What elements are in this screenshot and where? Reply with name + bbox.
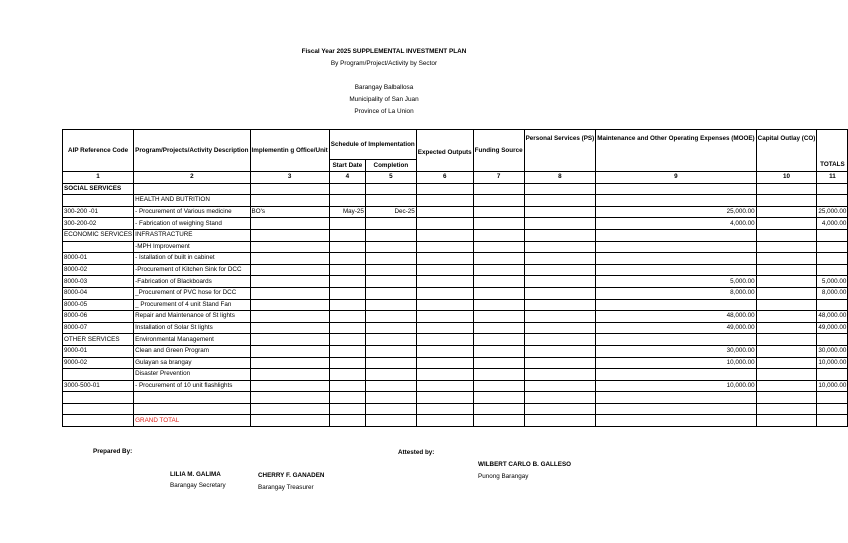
cell-office bbox=[250, 369, 329, 381]
table-row bbox=[63, 403, 848, 415]
cell-ps bbox=[524, 299, 596, 311]
cell-completion bbox=[365, 415, 416, 427]
col-number: 3 bbox=[250, 172, 329, 184]
cell-expected-outputs bbox=[416, 392, 473, 404]
cell-completion bbox=[365, 218, 416, 230]
cell-aip-code: 8000-04 bbox=[63, 287, 134, 299]
cell-co bbox=[756, 218, 817, 230]
cell-ps bbox=[524, 276, 596, 288]
cell-description: - Procurement of Various medicine bbox=[134, 206, 250, 218]
cell-ps bbox=[524, 287, 596, 299]
cell-expected-outputs bbox=[416, 415, 473, 427]
cell-total bbox=[817, 195, 848, 207]
cell-aip-code: 8000-06 bbox=[63, 311, 134, 323]
table-row bbox=[63, 253, 848, 265]
cell-aip-code: 8000-01 bbox=[63, 253, 134, 265]
col-number: 1 bbox=[63, 172, 134, 184]
cell-office bbox=[250, 241, 329, 253]
col-mooe: Maintenance and Other Operating Expenses (MOOE) bbox=[596, 130, 756, 172]
cell-funding-source bbox=[473, 369, 524, 381]
cell-total bbox=[817, 369, 848, 381]
cell-office bbox=[250, 276, 329, 288]
table-row bbox=[63, 195, 848, 207]
cell-description bbox=[134, 392, 250, 404]
cell-mooe bbox=[596, 369, 756, 381]
cell-completion bbox=[365, 322, 416, 334]
col-number: 2 bbox=[134, 172, 250, 184]
cell-start-date bbox=[329, 195, 365, 207]
cell-start-date bbox=[329, 241, 365, 253]
cell-description: -Fabrication of Blackboards bbox=[134, 276, 250, 288]
cell-completion bbox=[365, 229, 416, 241]
page-title: Fiscal Year 2025 SUPPLEMENTAL INVESTMENT PLAN bbox=[301, 48, 467, 55]
attested-by-label: Attested by: bbox=[398, 449, 435, 456]
cell-description: INFRASTRACTURE bbox=[134, 229, 250, 241]
cell-ps bbox=[524, 206, 596, 218]
cell-start-date bbox=[329, 311, 365, 323]
cell-start-date bbox=[329, 392, 365, 404]
cell-co bbox=[756, 392, 817, 404]
col-number: 7 bbox=[473, 172, 524, 184]
cell-office bbox=[250, 403, 329, 415]
investment-plan-table bbox=[62, 129, 848, 427]
cell-funding-source bbox=[473, 241, 524, 253]
table-row bbox=[63, 311, 848, 323]
col-expected-outputs: Expected Outputs bbox=[416, 130, 473, 172]
cell-description: GRAND TOTAL bbox=[134, 415, 250, 427]
cell-aip-code bbox=[63, 241, 134, 253]
cell-mooe bbox=[596, 264, 756, 276]
cell-total: 25,000.00 bbox=[817, 206, 848, 218]
cell-expected-outputs bbox=[416, 357, 473, 369]
table-row bbox=[63, 380, 848, 392]
cell-completion bbox=[365, 369, 416, 381]
cell-total bbox=[817, 241, 848, 253]
cell-aip-code: 8000-02 bbox=[63, 264, 134, 276]
cell-office bbox=[250, 264, 329, 276]
cell-mooe bbox=[596, 392, 756, 404]
cell-start-date bbox=[329, 276, 365, 288]
cell-start-date bbox=[329, 369, 365, 381]
cell-completion bbox=[365, 392, 416, 404]
cell-office bbox=[250, 380, 329, 392]
cell-funding-source bbox=[473, 299, 524, 311]
cell-description: Repair and Maintenance of St lights bbox=[134, 311, 250, 323]
cell-co bbox=[756, 369, 817, 381]
cell-funding-source bbox=[473, 229, 524, 241]
cell-completion bbox=[365, 276, 416, 288]
cell-funding-source bbox=[473, 334, 524, 346]
cell-mooe: 10,000.00 bbox=[596, 357, 756, 369]
cell-aip-code: 9000-01 bbox=[63, 345, 134, 357]
cell-completion bbox=[365, 241, 416, 253]
cell-description: Environmental Management bbox=[134, 334, 250, 346]
cell-mooe: 49,000.00 bbox=[596, 322, 756, 334]
cell-expected-outputs bbox=[416, 183, 473, 195]
col-totals: TOTALS bbox=[817, 130, 848, 172]
cell-total bbox=[817, 253, 848, 265]
cell-ps bbox=[524, 183, 596, 195]
cell-start-date bbox=[329, 253, 365, 265]
table-row bbox=[63, 369, 848, 381]
cell-total: 10,000.00 bbox=[817, 380, 848, 392]
table-row bbox=[63, 415, 848, 427]
col-schedule: Schedule of Implementation bbox=[329, 130, 416, 160]
cell-office bbox=[250, 322, 329, 334]
cell-start-date bbox=[329, 218, 365, 230]
cell-aip-code: 8000-07 bbox=[63, 322, 134, 334]
cell-completion bbox=[365, 183, 416, 195]
cell-aip-code: 3000-500-01 bbox=[63, 380, 134, 392]
cell-co bbox=[756, 357, 817, 369]
col-aip-reference: AIP Reference Code bbox=[63, 130, 134, 172]
cell-completion bbox=[365, 311, 416, 323]
cell-office bbox=[250, 229, 329, 241]
cell-office bbox=[250, 392, 329, 404]
cell-total: 5,000.00 bbox=[817, 276, 848, 288]
col-completion: Completion bbox=[365, 160, 416, 172]
cell-ps bbox=[524, 369, 596, 381]
cell-mooe bbox=[596, 241, 756, 253]
cell-co bbox=[756, 229, 817, 241]
cell-funding-source bbox=[473, 322, 524, 334]
cell-funding-source bbox=[473, 218, 524, 230]
col-capital-outlay: Capital Outlay (CO) bbox=[756, 130, 817, 172]
cell-expected-outputs bbox=[416, 218, 473, 230]
cell-mooe bbox=[596, 229, 756, 241]
cell-total bbox=[817, 264, 848, 276]
cell-description bbox=[134, 183, 250, 195]
barangay-name: Barangay Balballosa bbox=[354, 84, 414, 91]
cell-completion bbox=[365, 334, 416, 346]
cell-start-date: May-25 bbox=[329, 206, 365, 218]
table-row bbox=[63, 345, 848, 357]
cell-mooe: 48,000.00 bbox=[596, 311, 756, 323]
cell-aip-code: 8000-05 bbox=[63, 299, 134, 311]
cell-total: 48,000.00 bbox=[817, 311, 848, 323]
cell-funding-source bbox=[473, 403, 524, 415]
cell-funding-source bbox=[473, 276, 524, 288]
cell-office bbox=[250, 415, 329, 427]
cell-ps bbox=[524, 218, 596, 230]
cell-office bbox=[250, 311, 329, 323]
cell-mooe bbox=[596, 299, 756, 311]
cell-total bbox=[817, 334, 848, 346]
cell-total bbox=[817, 403, 848, 415]
cell-expected-outputs bbox=[416, 334, 473, 346]
column-number-row bbox=[63, 172, 848, 184]
cell-mooe bbox=[596, 334, 756, 346]
cell-ps bbox=[524, 253, 596, 265]
cell-start-date bbox=[329, 380, 365, 392]
cell-mooe bbox=[596, 195, 756, 207]
cell-completion bbox=[365, 299, 416, 311]
cell-total bbox=[817, 183, 848, 195]
cell-description bbox=[134, 403, 250, 415]
cell-description: - Fabrication of weighing Stand bbox=[134, 218, 250, 230]
cell-funding-source bbox=[473, 287, 524, 299]
cell-co bbox=[756, 287, 817, 299]
cell-ps bbox=[524, 345, 596, 357]
cell-start-date bbox=[329, 322, 365, 334]
cell-ps bbox=[524, 195, 596, 207]
cell-co bbox=[756, 241, 817, 253]
cell-mooe: 10,000.00 bbox=[596, 380, 756, 392]
cell-start-date bbox=[329, 345, 365, 357]
prepared-by-label: Prepared By: bbox=[93, 448, 133, 455]
cell-description: - Procurement of 10 unit flashlights bbox=[134, 380, 250, 392]
col-number: 6 bbox=[416, 172, 473, 184]
cell-co bbox=[756, 264, 817, 276]
cell-completion bbox=[365, 357, 416, 369]
cell-co bbox=[756, 253, 817, 265]
cell-ps bbox=[524, 241, 596, 253]
cell-ps bbox=[524, 264, 596, 276]
cell-expected-outputs bbox=[416, 264, 473, 276]
cell-start-date bbox=[329, 264, 365, 276]
cell-start-date bbox=[329, 299, 365, 311]
cell-aip-code: 300-200-02 bbox=[63, 218, 134, 230]
cell-start-date bbox=[329, 403, 365, 415]
col-funding-source: Funding Source bbox=[473, 130, 524, 172]
cell-funding-source bbox=[473, 380, 524, 392]
col-number: 10 bbox=[756, 172, 817, 184]
cell-start-date bbox=[329, 287, 365, 299]
cell-aip-code bbox=[63, 369, 134, 381]
cell-expected-outputs bbox=[416, 403, 473, 415]
cell-funding-source bbox=[473, 415, 524, 427]
cell-mooe bbox=[596, 415, 756, 427]
cell-completion bbox=[365, 253, 416, 265]
col-description: Program/Projects/Activity Description bbox=[134, 130, 250, 172]
cell-completion bbox=[365, 287, 416, 299]
col-number: 11 bbox=[817, 172, 848, 184]
cell-expected-outputs bbox=[416, 195, 473, 207]
table-row bbox=[63, 299, 848, 311]
cell-expected-outputs bbox=[416, 287, 473, 299]
cell-funding-source bbox=[473, 183, 524, 195]
col-number: 8 bbox=[524, 172, 596, 184]
cell-aip-code: SOCIAL SERVICES bbox=[63, 183, 134, 195]
cell-expected-outputs bbox=[416, 253, 473, 265]
cell-aip-code bbox=[63, 415, 134, 427]
cell-office bbox=[250, 183, 329, 195]
cell-mooe bbox=[596, 403, 756, 415]
cell-co bbox=[756, 345, 817, 357]
cell-office: BO's bbox=[250, 206, 329, 218]
cell-expected-outputs bbox=[416, 299, 473, 311]
cell-office bbox=[250, 334, 329, 346]
cell-expected-outputs bbox=[416, 206, 473, 218]
col-number: 9 bbox=[596, 172, 756, 184]
cell-mooe bbox=[596, 183, 756, 195]
cell-total: 4,000.00 bbox=[817, 218, 848, 230]
table-row bbox=[63, 218, 848, 230]
cell-aip-code bbox=[63, 392, 134, 404]
cell-ps bbox=[524, 357, 596, 369]
cell-expected-outputs bbox=[416, 322, 473, 334]
cell-total: 8,000.00 bbox=[817, 287, 848, 299]
table-row bbox=[63, 334, 848, 346]
table-row bbox=[63, 392, 848, 404]
cell-description: _Procurement of PVC hose for DCC bbox=[134, 287, 250, 299]
cell-ps bbox=[524, 415, 596, 427]
cell-mooe: 8,000.00 bbox=[596, 287, 756, 299]
cell-office bbox=[250, 287, 329, 299]
cell-expected-outputs bbox=[416, 380, 473, 392]
cell-co bbox=[756, 415, 817, 427]
cell-aip-code: 300-200 -01 bbox=[63, 206, 134, 218]
cell-funding-source bbox=[473, 264, 524, 276]
captain-title: Punong Barangay bbox=[478, 473, 529, 480]
cell-funding-source bbox=[473, 345, 524, 357]
cell-completion bbox=[365, 195, 416, 207]
cell-aip-code bbox=[63, 195, 134, 207]
cell-co bbox=[756, 276, 817, 288]
cell-funding-source bbox=[473, 311, 524, 323]
cell-aip-code: 9000-02 bbox=[63, 357, 134, 369]
table-row bbox=[63, 276, 848, 288]
cell-co bbox=[756, 299, 817, 311]
cell-expected-outputs bbox=[416, 369, 473, 381]
cell-co bbox=[756, 403, 817, 415]
cell-office bbox=[250, 299, 329, 311]
cell-completion bbox=[365, 345, 416, 357]
cell-completion bbox=[365, 264, 416, 276]
cell-co bbox=[756, 206, 817, 218]
cell-funding-source bbox=[473, 206, 524, 218]
captain-name: WILBERT CARLO B. GALLESO bbox=[478, 461, 572, 468]
col-number: 5 bbox=[365, 172, 416, 184]
cell-expected-outputs bbox=[416, 229, 473, 241]
cell-ps bbox=[524, 322, 596, 334]
cell-expected-outputs bbox=[416, 345, 473, 357]
cell-start-date bbox=[329, 183, 365, 195]
cell-start-date bbox=[329, 415, 365, 427]
cell-total: 49,000.00 bbox=[817, 322, 848, 334]
table-row bbox=[63, 264, 848, 276]
table-row bbox=[63, 357, 848, 369]
table-row bbox=[63, 287, 848, 299]
col-start-date: Start Date bbox=[329, 160, 365, 172]
cell-co bbox=[756, 380, 817, 392]
cell-description: -MPH Improvement bbox=[134, 241, 250, 253]
table-row bbox=[63, 241, 848, 253]
cell-office bbox=[250, 253, 329, 265]
col-number: 4 bbox=[329, 172, 365, 184]
cell-mooe: 30,000.00 bbox=[596, 345, 756, 357]
province-name: Province of La Union bbox=[354, 108, 414, 115]
cell-office bbox=[250, 357, 329, 369]
table-row bbox=[63, 229, 848, 241]
cell-mooe bbox=[596, 253, 756, 265]
table-row bbox=[63, 322, 848, 334]
cell-aip-code: 8000-03 bbox=[63, 276, 134, 288]
cell-office bbox=[250, 195, 329, 207]
cell-ps bbox=[524, 311, 596, 323]
cell-start-date bbox=[329, 229, 365, 241]
cell-ps bbox=[524, 403, 596, 415]
cell-start-date bbox=[329, 357, 365, 369]
cell-expected-outputs bbox=[416, 276, 473, 288]
cell-funding-source bbox=[473, 253, 524, 265]
cell-total bbox=[817, 392, 848, 404]
cell-total: 10,000.00 bbox=[817, 357, 848, 369]
col-implementing-office: Implementin g Office/Unit bbox=[250, 130, 329, 172]
cell-description: - Istallation of built in cabinet bbox=[134, 253, 250, 265]
treasurer-title: Barangay Treasurer bbox=[258, 484, 314, 491]
cell-mooe: 5,000.00 bbox=[596, 276, 756, 288]
municipality-name: Municipality of San Juan bbox=[349, 96, 419, 103]
cell-ps bbox=[524, 392, 596, 404]
cell-aip-code: ECONOMIC SERVICES bbox=[63, 229, 134, 241]
table-row bbox=[63, 206, 848, 218]
cell-funding-source bbox=[473, 357, 524, 369]
cell-expected-outputs bbox=[416, 311, 473, 323]
cell-description: _ Procurement of 4 unit Stand Fan bbox=[134, 299, 250, 311]
cell-funding-source bbox=[473, 392, 524, 404]
cell-total: 30,000.00 bbox=[817, 345, 848, 357]
cell-description: Installation of Solar St lights bbox=[134, 322, 250, 334]
cell-description: -Procurement of Kitchen Sink for DCC bbox=[134, 264, 250, 276]
cell-co bbox=[756, 183, 817, 195]
cell-start-date bbox=[329, 334, 365, 346]
cell-completion: Dec-25 bbox=[365, 206, 416, 218]
cell-co bbox=[756, 334, 817, 346]
cell-total bbox=[817, 299, 848, 311]
cell-mooe: 4,000.00 bbox=[596, 218, 756, 230]
cell-description: Gulayan sa brangay bbox=[134, 357, 250, 369]
cell-co bbox=[756, 195, 817, 207]
cell-expected-outputs bbox=[416, 241, 473, 253]
cell-ps bbox=[524, 229, 596, 241]
cell-aip-code: OTHER SERVICES bbox=[63, 334, 134, 346]
cell-co bbox=[756, 311, 817, 323]
cell-office bbox=[250, 345, 329, 357]
cell-ps bbox=[524, 334, 596, 346]
cell-ps bbox=[524, 380, 596, 392]
cell-completion bbox=[365, 380, 416, 392]
page-subtitle: By Program/Project/Activity by Sector bbox=[330, 60, 438, 67]
header-row bbox=[63, 130, 848, 160]
cell-mooe: 25,000.00 bbox=[596, 206, 756, 218]
cell-co bbox=[756, 322, 817, 334]
cell-description: HEALTH AND BUTRITION bbox=[134, 195, 250, 207]
cell-total bbox=[817, 415, 848, 427]
cell-total bbox=[817, 229, 848, 241]
cell-funding-source bbox=[473, 195, 524, 207]
cell-description: Clean and Green Program bbox=[134, 345, 250, 357]
secretary-title: Barangay Secretary bbox=[170, 482, 226, 489]
cell-office bbox=[250, 218, 329, 230]
col-personal-services: Personal Services (PS) bbox=[524, 130, 596, 172]
treasurer-name: CHERRY F. GANADEN bbox=[258, 472, 325, 479]
cell-completion bbox=[365, 403, 416, 415]
cell-aip-code bbox=[63, 403, 134, 415]
secretary-name: LILIA M. GALIMA bbox=[170, 471, 221, 478]
cell-description: Disaster Prevention bbox=[134, 369, 250, 381]
table-row bbox=[63, 183, 848, 195]
